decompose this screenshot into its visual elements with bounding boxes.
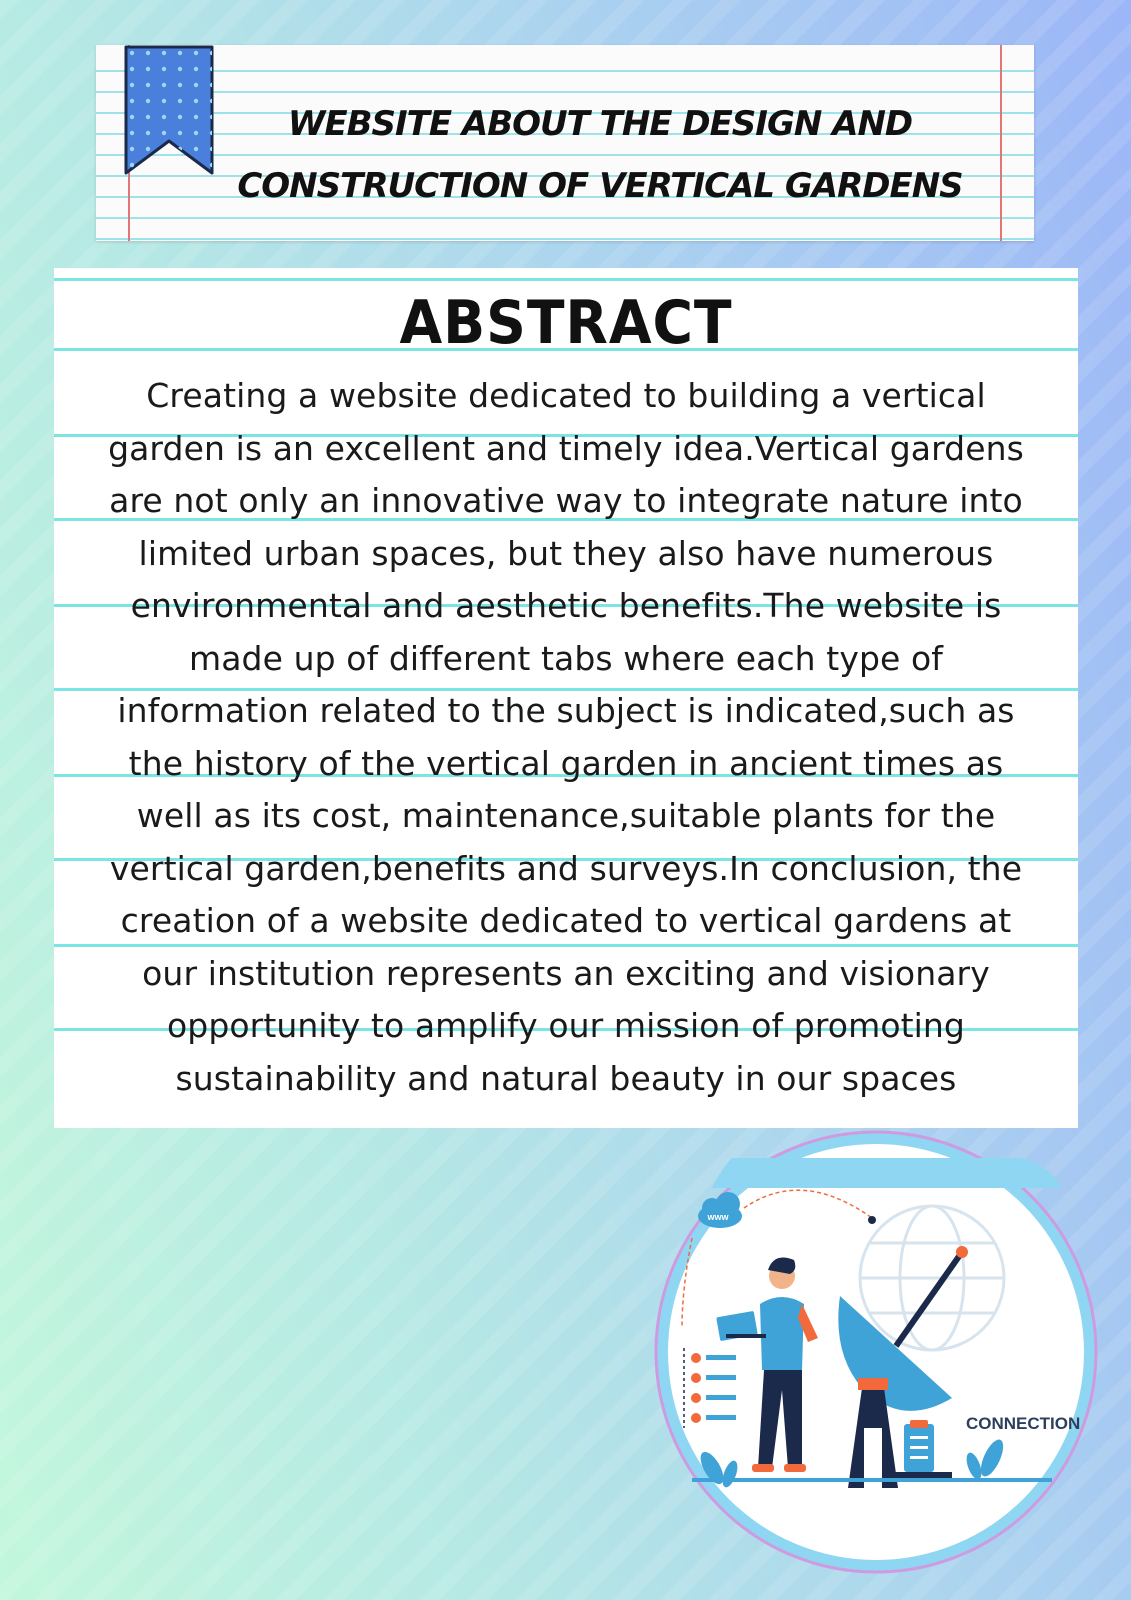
margin-line-right [1000,45,1002,241]
bookmark-icon [124,45,216,177]
connection-label: CONNECTION [966,1414,1081,1433]
title-card [96,45,1034,241]
abstract-card [54,268,1078,1128]
abstract-body: Creating a website dedicated to building a vertical garden is an excellent and timely idea.Vertical gardens are not only an innovative way to integrate nature into limited urban spaces, but they also have numerous environmental and aesthetic benefits.The website is made up of different tabs where each type of information related to the subject is indicated,such as the history of the vertical garden in ancient times as well as its cost, maintenance,suitable plants for the vertical garden,benefits and surveys.In conclusion, the creation of a website dedicated to vertical gardens at our institution represents an exciting and visionary opportunity to amplify our mission of promoting sustainability and natural beauty in our spaces [108,376,1024,1098]
connection-illustration [652,1128,1100,1576]
abstract-heading: ABSTRACT [399,288,733,358]
cloud-icon [698,1192,742,1228]
title-line-2: CONSTRUCTION OF VERTICAL GARDENS [237,166,963,206]
title-line-1: WEBSITE ABOUT THE DESIGN AND [287,104,913,144]
rule-line [54,278,1078,281]
page-title [226,93,974,217]
cloud-text: www [707,1212,729,1222]
clipboard-icon [904,1420,934,1472]
